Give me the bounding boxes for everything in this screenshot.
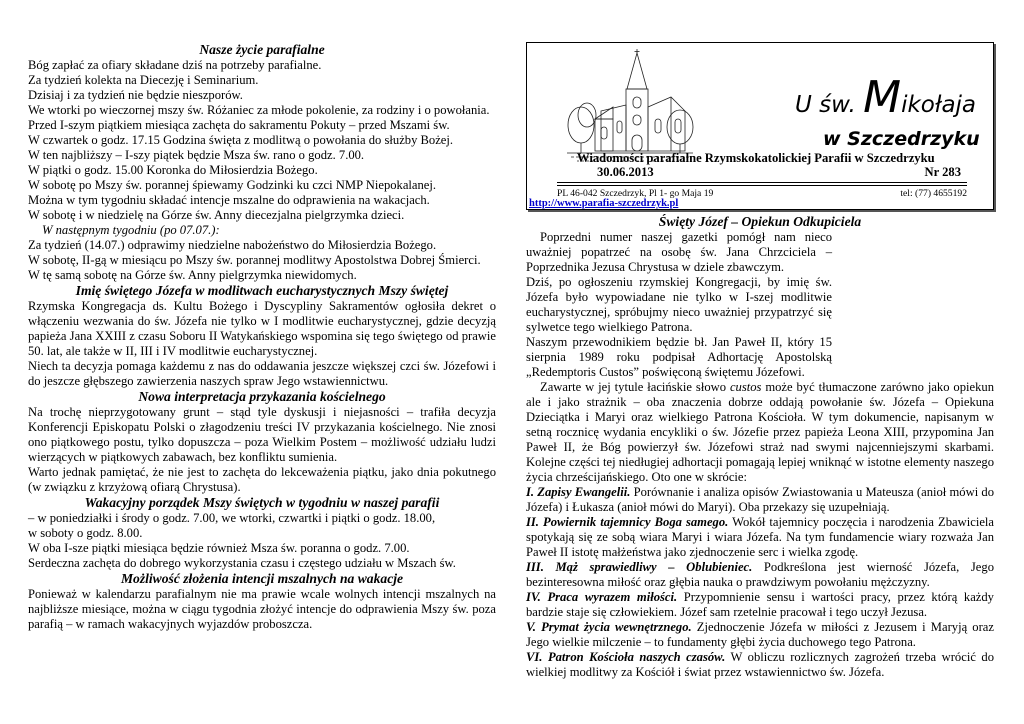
custos-text-b: może być tłumaczone zarówno jako opiekun ale i jako strażnik – oba znaczenia dobrze oddają powołanie św. Józefa – Opiekuna Dzieciątka i Maryi oraz wielkiego Patrona Kościoła. W tym dokumencie, napisanym w setną rocznicę wydania encykliki o św. Józefie przez papieża Leona XIII, przypomina Jan Paweł II, że Bóg powierzył św. Józefowi straż nad swymi najcenniejszymi skarbami. Kolejne części tej niedługiej adhortacji pomagają lepiej wniknąć w istotne elementy naszego życia chrześcijańskiego. Oto one w skrócie: — [526, 380, 994, 484]
commandment-paragraph: Na trochę nieprzygotowany grunt – stąd tyle dyskusji i niejasności – trafiła decyzja Konferencji Episkopatu Polski o złagodzeniu treści IV przykazania kościelnego. Nie znosi ono piątkowego postu, tylko dopuszcza – poza Wielkim Postem – możliwość udziału ludzi wierzących w piątkowych zabawach, bez konfliktu sumienia. — [28, 405, 496, 464]
article-intro — [526, 230, 832, 380]
article-paragraph: Dziś, po ogłoszeniu rzymskiej Kongregacji, by imię św. Józefa było wypowiadane nie tylko w I-szej modlitwie eucharystycznej, spróbujmy nieco uważniej przypatrzyć się sylwetce tego wielkiego Patrona. — [526, 275, 832, 334]
article-paragraph-custos — [526, 380, 994, 485]
adhortation-points — [526, 485, 994, 680]
masthead-title — [795, 72, 991, 123]
point-lead: V. Prymat życia wewnętrznego. — [526, 620, 692, 634]
section-title-commandment: Nowa interpretacja przykazania kościelnego — [138, 389, 386, 404]
article-paragraph: Naszym przewodnikiem będzie bł. Jan Paweł II, który 15 sierpnia 1989 roku podpisał Adhortację Apostolską „Redemptoris Custos” poświęconą świętemu Józefowi. — [526, 335, 832, 379]
mass-intentions-paragraph: Ponieważ w kalendarzu parafialnym nie ma prawie wcale wolnych intencji mszalnych na najbliższe miesiące, można w ciągu tygodnia złożyć intencje do odprawienia Mszy św. poza parafią – w ramach wakacyjnych wyjazdów proboszcza. — [28, 587, 496, 631]
section-title-joseph-name: Imię świętego Józefa w modlitwach eucharystycznych Mszy świętej — [75, 283, 449, 298]
masthead — [526, 42, 994, 210]
parish-life-list — [28, 58, 496, 283]
article-paragraph: Poprzedni numer naszej gazetki pomógł nam nieco uważniej popatrzeć na osobę św. Jana Chrzciciela – Poprzednika Jezusa Chrystusa w dziele zbawczym. — [526, 230, 832, 274]
announcement-line: Za tydzień kolekta na Diecezję i Seminarium. — [28, 73, 259, 87]
schedule-line: w soboty o godz. 8.00. — [28, 526, 143, 540]
announcement-line: W sobotę po Mszy św. porannej śpiewamy Godzinki ku czci NMP Niepokalanej. — [28, 178, 437, 192]
announcement-line: Dzisiaj i za tydzień nie będzie nieszporów. — [28, 88, 243, 102]
divider — [557, 185, 967, 186]
article-title: Święty Józef – Opiekun Odkupiciela — [658, 214, 862, 229]
announcement-line: W sobotę i w niedzielę na Górze św. Anny diecezjalna pielgrzymka dzieci. — [28, 208, 405, 222]
point-text: Przypomnienie sensu i wartości pracy, przez którą każdy bardzie staje się człowiekiem. Józef sam rzetelnie pracował i tego uczył Jezusa. — [526, 590, 994, 619]
joseph-decree-paragraph-2: Niech ta decyzja pomaga każdemu z nas do oddawania jeszcze większej czci św. Józefowi i do jeszcze głębszego zawierzenia naszych spraw Jego wstawiennictwu. — [28, 359, 496, 388]
issue-row — [597, 165, 961, 180]
announcement-line: W piątki o godz. 15.00 Koronka do Miłosierdzia Bożego. — [28, 163, 318, 177]
title-rest: ikołaja — [901, 92, 977, 118]
section-title-mass-intentions: Możliwość złożenia intencji mszalnych na wakacje — [120, 571, 404, 586]
custos-text-a: Zawarte w jej tytule łacińskie słowo — [540, 380, 730, 394]
point-text: Podkreślona jest wierność Józefa, Jego bezinteresowna miłość oraz głębia nauka o prawdziwym powołaniu mężczyzny. — [526, 560, 994, 589]
church-illustration — [565, 49, 695, 167]
schedule-line: Serdeczna zachęta do dobrego wykorzystania czasu i częstego udziału w Mszach św. — [28, 556, 456, 570]
right-column — [526, 42, 994, 680]
phone-number: tel: (77) 4655192 — [900, 188, 967, 199]
commandment-paragraph-2: Warto jednak pamiętać, że nie jest to zachęta do lekceważenia piątku, jako dnia pokutnego (w związku z krzyżową ofiarą Chrystusa). — [28, 465, 496, 494]
point-lead: III. Mąż sprawiedliwy – Oblubieniec. — [526, 560, 753, 574]
section-title-parish-life: Nasze życie parafialne — [199, 42, 325, 57]
section-title-summer-masses: Wakacyjny porządek Mszy świętych w tygodniu w naszej parafii — [84, 495, 440, 510]
website-link[interactable]: http://www.parafia-szczedrzyk.pl — [529, 198, 679, 209]
point-item — [526, 485, 994, 515]
announcement-line: W tę samą sobotę na Górze św. Anny pielgrzymka niewidomych. — [28, 268, 357, 282]
announcement-line: Za tydzień (14.07.) odprawimy niedzielne nabożeństwo do Miłosierdzia Bożego. — [28, 238, 437, 252]
point-text: Wokół tajemnicy poczęcia i narodzenia Zbawiciela spotykają się ze sobą wiara Maryi i wiara Józefa. Na tym fundamencie wiary rozważa Jan Paweł II istotę małżeństwa jako zjednoczenie serc i wielka zgodę. — [526, 515, 994, 559]
point-item — [526, 590, 994, 620]
next-week-heading: W następnym tygodniu (po 07.07.): — [42, 223, 220, 237]
summer-masses-list — [28, 511, 496, 571]
issue-date: 30.06.2013 — [597, 165, 654, 179]
announcement-line: Przed I-szym piątkiem miesiąca zachęta do sakramentu Pokuty – przed Mszami św. — [28, 118, 450, 132]
masthead-subtitle: Wiadomości parafialne Rzymskokatolickiej Parafii w Szczedrzyku — [577, 151, 935, 165]
announcement-line: Można w tym tygodniu składać intencje mszalne do odprawienia na wakacjach. — [28, 193, 430, 207]
divider — [557, 182, 967, 183]
point-text: Porównanie i analiza opisów Zwiastowania u Mateusza (anioł mówi do Józefa) i Łukasza (anioł mówi do Maryi). Oba przekazy się uzupełniają. — [526, 485, 994, 514]
joseph-decree-paragraph: Rzymska Kongregacja ds. Kultu Bożego i Dyscypliny Sakramentów ogłosiła dekret o włączeniu wezwania do św. Józefa nie tylko w I modlitwie eucharystycznej, gdzie decyzją papieża Jana XXIII z czasu Soboru II Watykańskiego wspomina się tego świętego od prawie 50. lat, ale także w II, III i IV modlitwie eucharystycznej. — [28, 299, 496, 358]
announcement-line: W sobotę, II-gą w miesiącu po Mszy św. porannej modlitwy Apostolstwa Dobrej Śmierci. — [28, 253, 481, 267]
issue-number: Nr 283 — [924, 165, 961, 179]
point-item — [526, 560, 994, 590]
custos-word: custos — [729, 380, 762, 394]
left-column — [28, 42, 496, 632]
point-lead: IV. Praca wyrazem miłości. — [526, 590, 678, 604]
point-text: Zjednoczenie Józefa w miłości z Jezusem i Maryją oraz Jego wielkie milczenie – to fundamenty głębi życia duchowego tego Patrona. — [526, 620, 994, 649]
title-prefix: U św. — [795, 92, 864, 118]
schedule-line: – w poniedziałki i środy o godz. 7.00, we wtorki, czwartki i piątki o godz. 18.00, — [28, 511, 436, 525]
point-lead: I. Zapisy Ewangelii. — [526, 485, 631, 499]
point-text: W obliczu rozlicznych zagrożeń trzeba wrócić do wielkiej modlitwy za Kościół i świat przez wstawiennictwo św. Józefa. — [526, 650, 994, 679]
postal-address: PL 46-042 Szczedrzyk, Pl 1- go Maja 19 — [557, 188, 714, 199]
masthead-title-place: w Szczedrzyku — [823, 128, 980, 150]
point-item — [526, 620, 994, 650]
point-lead: II. Powiernik tajemnicy Boga samego. — [526, 515, 729, 529]
title-initial-m: M — [863, 72, 902, 123]
announcement-line: W ten najbliższy – I-szy piątek będzie Msza św. rano o godz. 7.00. — [28, 148, 365, 162]
announcement-line: W czwartek o godz. 17.15 Godzina święta z modlitwą o powołania do służby Bożej. — [28, 133, 454, 147]
point-item — [526, 515, 994, 560]
point-item — [526, 650, 994, 680]
schedule-line: W oba I-sze piątki miesiąca będzie również Msza św. poranna o godz. 7.00. — [28, 541, 410, 555]
point-lead: VI. Patron Kościoła naszych czasów. — [526, 650, 726, 664]
announcement-line: Bóg zapłać za ofiary składane dziś na potrzeby parafialne. — [28, 58, 322, 72]
announcement-line: We wtorki po wieczornej mszy św. Różaniec za młode pokolenie, za rodziny i o powołania. — [28, 103, 490, 117]
